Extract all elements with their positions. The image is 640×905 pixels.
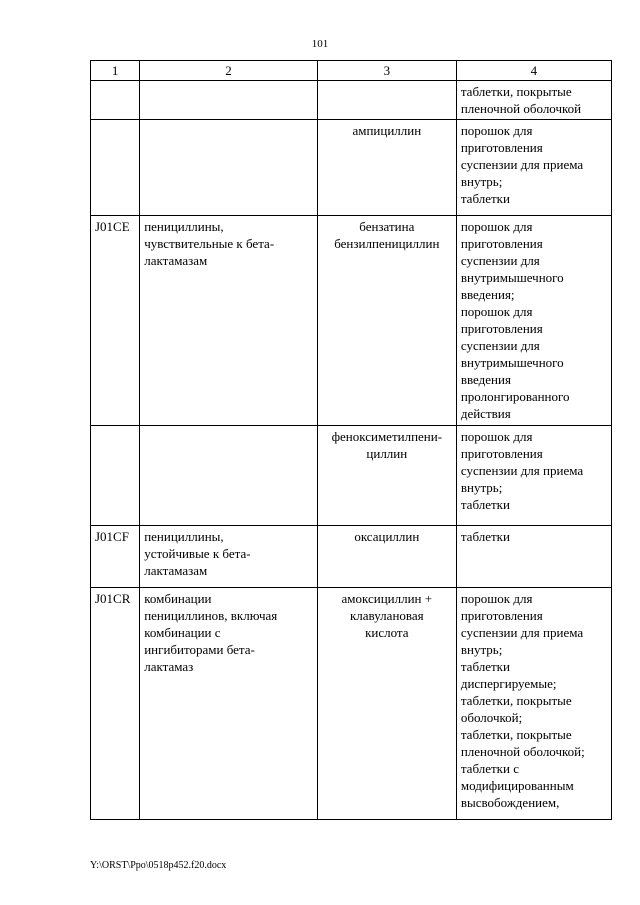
dosage-form-cell [456, 426, 611, 526]
group-cell-line: пенициллины, [144, 529, 224, 544]
dosage-form-cell-line: введения [460, 372, 511, 387]
group-cell [140, 120, 318, 216]
atc-code-cell [91, 81, 140, 120]
dosage-form-cell-line: таблетки [460, 497, 510, 512]
dosage-form-cell [456, 120, 611, 216]
dosage-form-cell-line: суспензии для приема [460, 463, 584, 478]
dosage-form-cell-line: порошок для [460, 591, 533, 606]
group-cell-line: пенициллины, [144, 219, 224, 234]
substance-cell-line: клавулановая [349, 608, 424, 623]
dosage-form-cell-line: таблетки, покрытые [460, 693, 572, 708]
dosage-form-cell [456, 81, 611, 120]
dosage-form-cell-line: приготовления [460, 140, 543, 155]
group-cell [140, 426, 318, 526]
substance-cell [317, 216, 456, 426]
dosage-form-cell-line: суспензии для [460, 253, 540, 268]
table-row [91, 120, 612, 216]
dosage-form-cell-line: таблетки с [460, 761, 519, 776]
table-row [91, 588, 612, 820]
substance-cell-line: бензилпенициллин [334, 236, 440, 251]
dosage-form-cell-line: порошок для [460, 219, 533, 234]
substance-cell-line: феноксиметилпени- [331, 429, 443, 444]
dosage-form-cell-line: суспензии для [460, 338, 540, 353]
dosage-form-cell-line: порошок для [460, 304, 533, 319]
dosage-form-cell-line: пленочной оболочкой; [460, 744, 585, 759]
dosage-form-cell-line: суспензии для приема [460, 157, 584, 172]
drug-table [90, 60, 612, 820]
substance-cell [317, 81, 456, 120]
substance-cell-line: циллин [366, 446, 408, 461]
dosage-form-cell-line: внутрь; [460, 642, 503, 657]
dosage-form-cell-line: пленочной оболочкой [460, 101, 582, 116]
dosage-form-cell-line: порошок для [460, 429, 533, 444]
dosage-form-cell-line: высвобождением, [460, 795, 560, 810]
dosage-form-cell-line: внутрь; [460, 174, 503, 189]
group-cell [140, 81, 318, 120]
dosage-form-cell-line: пролонгированного [460, 389, 570, 404]
group-cell-line: ингибиторами бета- [144, 642, 255, 657]
atc-code-cell [91, 426, 140, 526]
atc-code-cell: J01CR [91, 588, 140, 820]
column-header-4: 4 [456, 61, 611, 81]
substance-cell [317, 426, 456, 526]
table-body [91, 81, 612, 820]
dosage-form-cell-line: внутримышечного [460, 270, 564, 285]
dosage-form-cell-line: порошок для [460, 123, 533, 138]
atc-code-cell: J01CE [91, 216, 140, 426]
column-header-1: 1 [91, 61, 140, 81]
file-path-footer: Y:\ORST\Ppo\0518p452.f20.docx [90, 860, 227, 871]
dosage-form-cell-line: оболочкой; [460, 710, 523, 725]
column-header-3: 3 [317, 61, 456, 81]
table-row [91, 216, 612, 426]
group-cell [140, 588, 318, 820]
group-cell-line: пенициллинов, включая [144, 608, 278, 623]
column-header-2: 2 [140, 61, 318, 81]
dosage-form-cell-line: модифицированным [460, 778, 574, 793]
dosage-form-cell-line: внутримышечного [460, 355, 564, 370]
group-cell-line: чувствительные к бета- [144, 236, 275, 251]
substance-cell [317, 526, 456, 588]
page-number: 101 [311, 38, 329, 50]
dosage-form-cell [456, 526, 611, 588]
substance-cell-line: кислота [365, 625, 409, 640]
atc-code-cell [91, 120, 140, 216]
table-header-row [91, 61, 612, 81]
dosage-form-cell-line: внутрь; [460, 480, 503, 495]
substance-cell-line: оксациллин [354, 529, 420, 544]
dosage-form-cell-line: таблетки, покрытые [460, 84, 572, 99]
dosage-form-cell-line: приготовления [460, 608, 543, 623]
group-cell-line: комбинации с [144, 625, 221, 640]
dosage-form-cell [456, 216, 611, 426]
table-row [91, 426, 612, 526]
substance-cell-line: бензатина [359, 219, 415, 234]
dosage-form-cell [456, 588, 611, 820]
dosage-form-cell-line: приготовления [460, 446, 543, 461]
dosage-form-cell-line: таблетки, покрытые [460, 727, 572, 742]
group-cell-line: лактамазам [144, 253, 208, 268]
dosage-form-cell-line: введения; [460, 287, 515, 302]
group-cell [140, 216, 318, 426]
dosage-form-cell-line: приготовления [460, 321, 543, 336]
group-cell-line: комбинации [144, 591, 212, 606]
dosage-form-cell-line: таблетки [460, 659, 510, 674]
group-cell-line: лактамаз [144, 659, 194, 674]
dosage-form-cell-line: диспергируемые; [460, 676, 557, 691]
substance-cell [317, 588, 456, 820]
substance-cell-line: ампициллин [352, 123, 422, 138]
group-cell-line: лактамазам [144, 563, 208, 578]
dosage-form-cell-line: таблетки [460, 191, 510, 206]
dosage-form-cell-line: суспензии для приема [460, 625, 584, 640]
substance-cell [317, 120, 456, 216]
group-cell [140, 526, 318, 588]
group-cell-line: устойчивые к бета- [144, 546, 251, 561]
dosage-form-cell-line: таблетки [460, 529, 510, 544]
substance-cell-line: амоксициллин + [341, 591, 433, 606]
table-row [91, 81, 612, 120]
dosage-form-cell-line: приготовления [460, 236, 543, 251]
atc-code-cell: J01CF [91, 526, 140, 588]
dosage-form-cell-line: действия [460, 406, 511, 421]
table-row [91, 526, 612, 588]
